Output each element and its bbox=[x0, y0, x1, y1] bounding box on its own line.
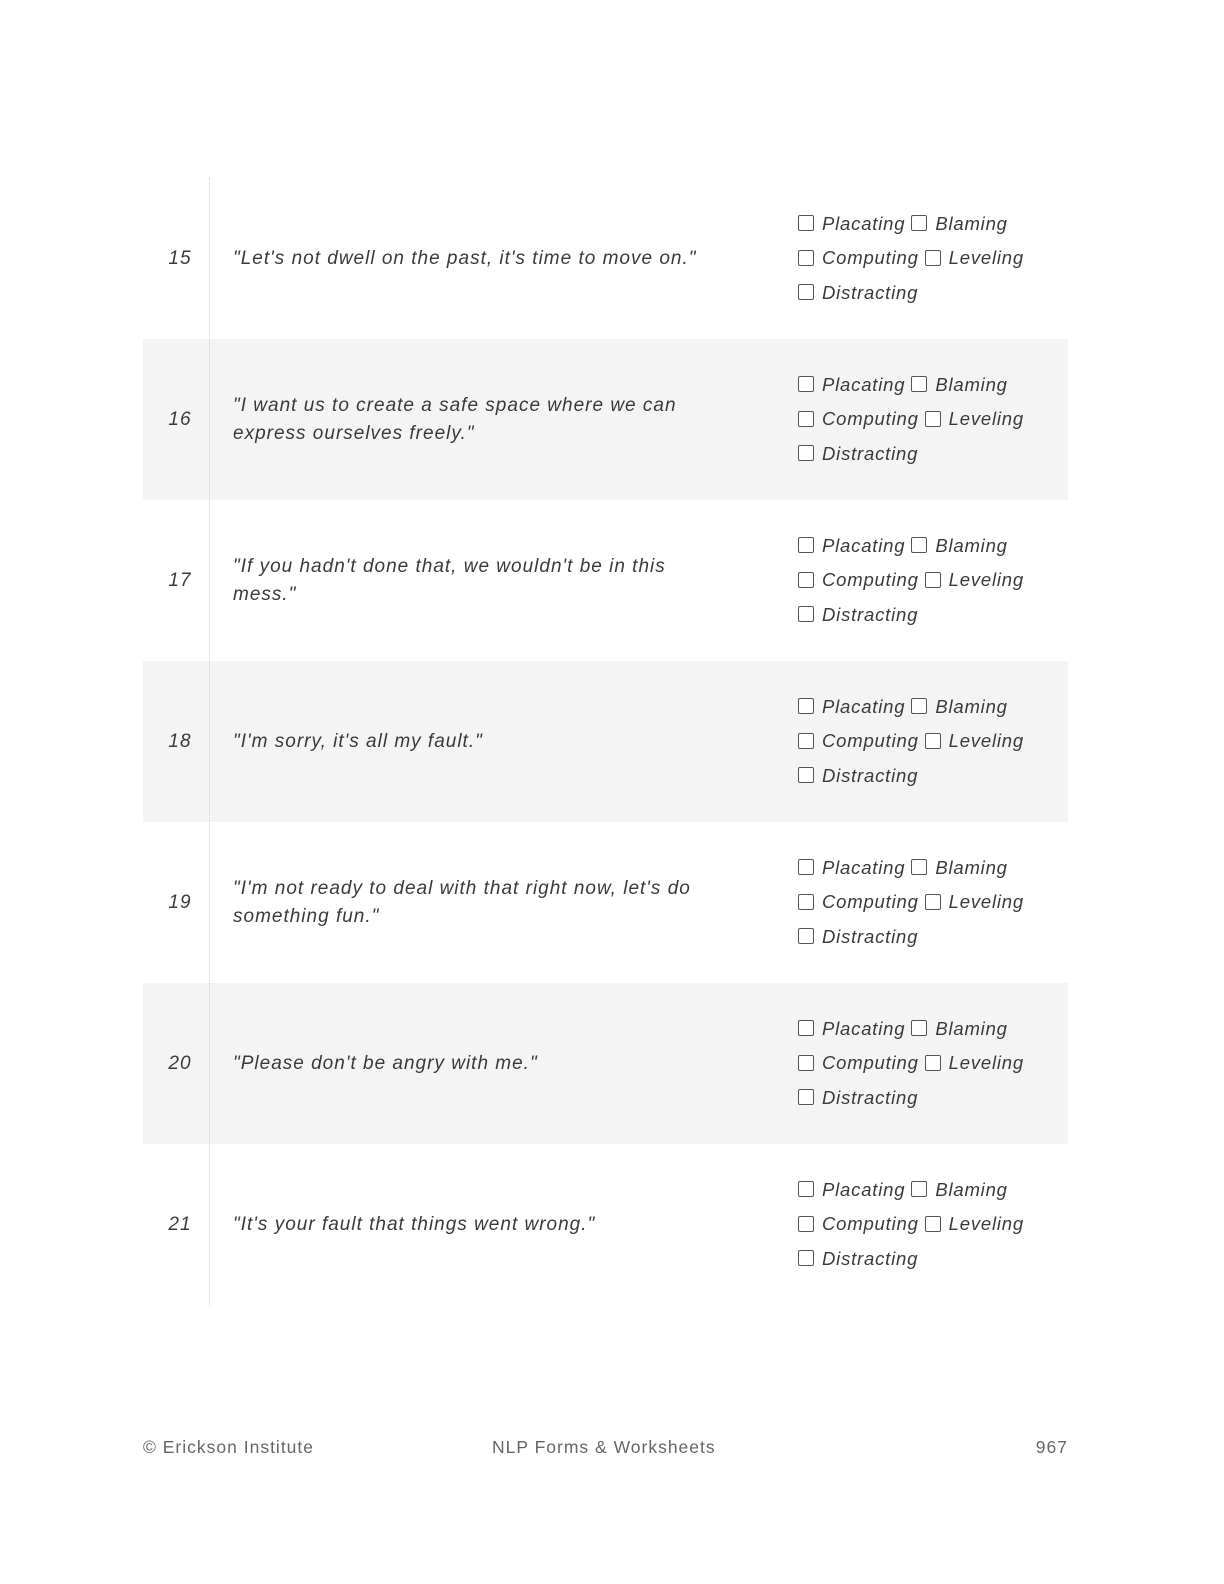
checkbox[interactable] bbox=[798, 606, 814, 622]
options-group bbox=[798, 529, 1030, 633]
statement bbox=[233, 1050, 733, 1078]
checkbox[interactable] bbox=[925, 894, 941, 910]
option-label: Blaming bbox=[935, 856, 1008, 878]
checkbox[interactable] bbox=[911, 698, 927, 714]
item-number: 19 bbox=[168, 891, 192, 913]
option-computing[interactable] bbox=[798, 241, 919, 274]
table-row bbox=[143, 822, 1068, 983]
option-label: Leveling bbox=[948, 891, 1024, 913]
option-computing[interactable] bbox=[798, 885, 919, 918]
option-computing[interactable] bbox=[798, 1046, 919, 1079]
option-distracting[interactable] bbox=[798, 276, 918, 309]
option-label: Computing bbox=[822, 247, 919, 269]
checkbox[interactable] bbox=[925, 572, 941, 588]
option-computing[interactable] bbox=[798, 1207, 919, 1240]
checkbox[interactable] bbox=[798, 1181, 814, 1197]
checkbox[interactable] bbox=[798, 733, 814, 749]
item-number: 16 bbox=[168, 408, 192, 430]
option-distracting[interactable] bbox=[798, 598, 918, 631]
table-row bbox=[143, 500, 1068, 661]
option-label: Distracting bbox=[822, 925, 919, 947]
statement-line: "Please don't be angry with me." bbox=[233, 1052, 538, 1074]
statement bbox=[233, 875, 733, 931]
checkbox[interactable] bbox=[798, 767, 814, 783]
option-placating[interactable] bbox=[798, 1012, 905, 1045]
table-row bbox=[143, 178, 1068, 339]
table-row bbox=[143, 983, 1068, 1144]
option-label: Placating bbox=[822, 695, 906, 717]
option-label: Placating bbox=[822, 373, 906, 395]
checkbox[interactable] bbox=[798, 250, 814, 266]
option-leveling[interactable] bbox=[925, 724, 1024, 757]
option-placating[interactable] bbox=[798, 851, 905, 884]
options-group bbox=[798, 851, 1030, 955]
option-placating[interactable] bbox=[798, 207, 905, 240]
item-number: 20 bbox=[168, 1052, 192, 1074]
checkbox[interactable] bbox=[798, 284, 814, 300]
checkbox[interactable] bbox=[798, 1089, 814, 1105]
option-placating[interactable] bbox=[798, 368, 905, 401]
option-label: Leveling bbox=[948, 247, 1024, 269]
option-label: Blaming bbox=[935, 212, 1008, 234]
options-group bbox=[798, 1012, 1030, 1116]
option-distracting[interactable] bbox=[798, 1242, 918, 1275]
table-row bbox=[143, 1144, 1068, 1305]
option-label: Leveling bbox=[948, 569, 1024, 591]
option-label: Placating bbox=[822, 534, 906, 556]
checkbox[interactable] bbox=[911, 1181, 927, 1197]
checkbox[interactable] bbox=[798, 376, 814, 392]
option-label: Computing bbox=[822, 1052, 919, 1074]
option-computing[interactable] bbox=[798, 402, 919, 435]
option-distracting[interactable] bbox=[798, 920, 918, 953]
option-distracting[interactable] bbox=[798, 759, 918, 792]
option-label: Distracting bbox=[822, 1086, 919, 1108]
statement bbox=[233, 728, 733, 756]
option-leveling[interactable] bbox=[925, 402, 1024, 435]
item-number: 15 bbox=[168, 247, 192, 269]
checkbox[interactable] bbox=[911, 859, 927, 875]
statement-line: "I'm not ready to deal with that right now, let's do bbox=[233, 877, 691, 899]
option-blaming[interactable] bbox=[911, 207, 1007, 240]
checkbox[interactable] bbox=[798, 537, 814, 553]
option-label: Blaming bbox=[935, 534, 1008, 556]
statement-line: "I'm sorry, it's all my fault." bbox=[233, 730, 483, 752]
checkbox[interactable] bbox=[911, 376, 927, 392]
checkbox[interactable] bbox=[925, 733, 941, 749]
checkbox[interactable] bbox=[798, 859, 814, 875]
checkbox[interactable] bbox=[798, 928, 814, 944]
options-group bbox=[798, 207, 1030, 311]
option-label: Distracting bbox=[822, 603, 919, 625]
statement-line: express ourselves freely." bbox=[233, 422, 475, 444]
option-label: Blaming bbox=[935, 695, 1008, 717]
item-number: 21 bbox=[168, 1213, 192, 1235]
option-label: Placating bbox=[822, 856, 906, 878]
option-label: Leveling bbox=[948, 1213, 1024, 1235]
option-label: Leveling bbox=[948, 1052, 1024, 1074]
checkbox[interactable] bbox=[911, 537, 927, 553]
item-number: 17 bbox=[168, 569, 192, 591]
option-blaming[interactable] bbox=[911, 1012, 1007, 1045]
option-label: Placating bbox=[822, 1178, 906, 1200]
statement-line: something fun." bbox=[233, 905, 380, 927]
option-placating[interactable] bbox=[798, 529, 905, 562]
checkbox[interactable] bbox=[798, 445, 814, 461]
checkbox[interactable] bbox=[798, 1020, 814, 1036]
checkbox[interactable] bbox=[911, 215, 927, 231]
checkbox[interactable] bbox=[798, 411, 814, 427]
footer-title: NLP Forms & Worksheets bbox=[492, 1437, 716, 1457]
checkbox[interactable] bbox=[798, 894, 814, 910]
option-leveling[interactable] bbox=[925, 885, 1024, 918]
table-row bbox=[143, 339, 1068, 500]
checkbox[interactable] bbox=[925, 1055, 941, 1071]
option-computing[interactable] bbox=[798, 724, 919, 757]
option-label: Distracting bbox=[822, 442, 919, 464]
options-group bbox=[798, 1173, 1030, 1277]
statement-line: "Let's not dwell on the past, it's time to move on." bbox=[233, 247, 697, 269]
option-blaming[interactable] bbox=[911, 690, 1007, 723]
table-row bbox=[143, 661, 1068, 822]
option-placating[interactable] bbox=[798, 690, 905, 723]
column-divider bbox=[209, 178, 210, 1306]
option-leveling[interactable] bbox=[925, 1046, 1024, 1079]
checkbox[interactable] bbox=[798, 1216, 814, 1232]
checkbox[interactable] bbox=[925, 250, 941, 266]
option-label: Placating bbox=[822, 212, 906, 234]
option-label: Leveling bbox=[948, 408, 1024, 430]
option-placating[interactable] bbox=[798, 1173, 905, 1206]
checkbox[interactable] bbox=[925, 1216, 941, 1232]
option-blaming[interactable] bbox=[911, 368, 1007, 401]
option-label: Blaming bbox=[935, 1017, 1008, 1039]
option-label: Computing bbox=[822, 730, 919, 752]
statement-line: "I want us to create a safe space where we can bbox=[233, 394, 677, 416]
option-blaming[interactable] bbox=[911, 851, 1007, 884]
footer-page-number: 967 bbox=[1035, 1437, 1068, 1457]
option-label: Placating bbox=[822, 1017, 906, 1039]
option-leveling[interactable] bbox=[925, 563, 1024, 596]
checkbox[interactable] bbox=[798, 698, 814, 714]
option-label: Blaming bbox=[935, 1178, 1008, 1200]
checkbox[interactable] bbox=[798, 215, 814, 231]
statement-line: mess." bbox=[233, 583, 297, 605]
statement bbox=[233, 392, 733, 448]
checkbox[interactable] bbox=[798, 1250, 814, 1266]
statement bbox=[233, 1211, 733, 1239]
option-label: Computing bbox=[822, 569, 919, 591]
checkbox[interactable] bbox=[798, 572, 814, 588]
option-label: Distracting bbox=[822, 281, 919, 303]
option-label: Computing bbox=[822, 891, 919, 913]
options-group bbox=[798, 690, 1030, 794]
option-computing[interactable] bbox=[798, 563, 919, 596]
option-blaming[interactable] bbox=[911, 529, 1007, 562]
statement bbox=[233, 553, 733, 609]
option-leveling[interactable] bbox=[925, 1207, 1024, 1240]
statement bbox=[233, 245, 733, 273]
option-blaming[interactable] bbox=[911, 1173, 1007, 1206]
option-label: Computing bbox=[822, 1213, 919, 1235]
statement-line: "If you hadn't done that, we wouldn't be in this bbox=[233, 555, 666, 577]
option-label: Blaming bbox=[935, 373, 1008, 395]
checkbox[interactable] bbox=[798, 1055, 814, 1071]
worksheet-table bbox=[143, 178, 1068, 1305]
option-leveling[interactable] bbox=[925, 241, 1024, 274]
item-number: 18 bbox=[168, 730, 192, 752]
option-label: Distracting bbox=[822, 764, 919, 786]
option-label: Leveling bbox=[948, 730, 1024, 752]
option-distracting[interactable] bbox=[798, 1081, 918, 1114]
option-label: Computing bbox=[822, 408, 919, 430]
option-label: Distracting bbox=[822, 1247, 919, 1269]
options-group bbox=[798, 368, 1030, 472]
statement-line: "It's your fault that things went wrong." bbox=[233, 1213, 596, 1235]
option-distracting[interactable] bbox=[798, 437, 918, 470]
checkbox[interactable] bbox=[925, 411, 941, 427]
footer-copyright: © Erickson Institute bbox=[143, 1437, 315, 1457]
checkbox[interactable] bbox=[911, 1020, 927, 1036]
